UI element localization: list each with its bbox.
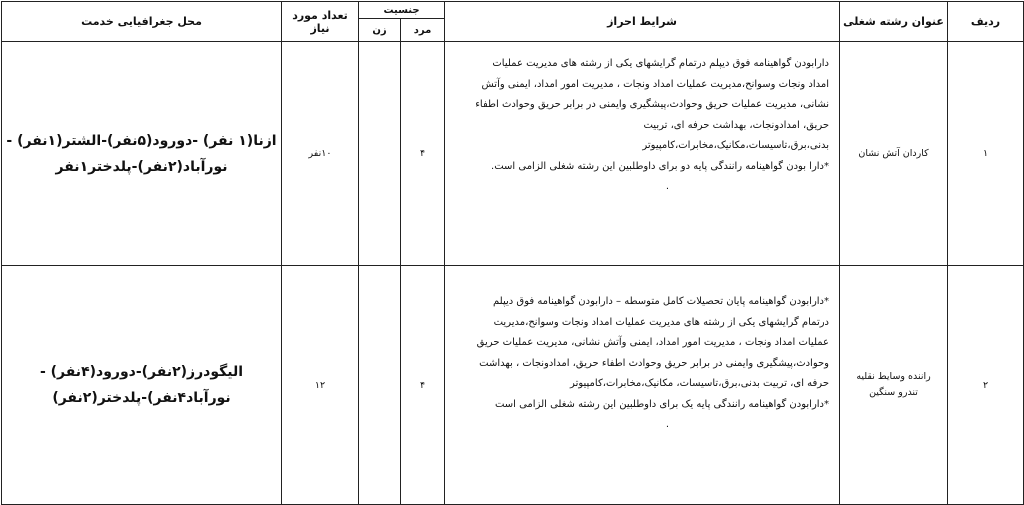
row-number-cell: ۲ [948,266,1024,505]
location-line: الیگودرز(۲نفر)-دورود(۴نفر) - [39,364,244,380]
requirements-line: دارابودن گواهینامه فوق دیپلم درتمام گرایشهای یکی از رشته های مدیریت عملیات [492,58,830,69]
requirements-line: بدنی،برق،تاسیسات،مکانیک،مخابرات،کامپیوتر [642,140,830,151]
location-line: ازنا(۱ نفر) -دورود(۵نفر)-الشتر(۱نفر) - [6,132,277,149]
location-line: نورآباد۴نفر)-پلدختر(۲نفر) [52,390,231,406]
header-row-number: ردیف [948,2,1024,42]
count-needed-cell: ۱۰نفر [282,42,359,266]
location-line: نورآباد(۲نفر)-پلدختر۱نفر [55,158,228,175]
service-location-cell [2,266,282,505]
requirements-line: *دارابودن گواهینامه رانندگی پایه یک برای داوطلبین این رشته شغلی الزامی است [494,398,830,410]
positions-table [1,1,1024,505]
requirements-line: *دارا بودن گواهینامه رانندگی پایه دو برای داوطلبین این رشته شغلی الزامی است. [491,160,830,172]
job-title-line: کاردان آتش نشان [858,147,929,159]
job-title-cell [840,42,948,266]
male-count-cell: ۴ [401,266,445,505]
requirements-line: . [665,419,670,430]
female-count-cell [359,42,401,266]
count-needed-cell: ۱۲ [282,266,359,505]
requirements-cell [445,42,840,266]
job-title-line: تندرو سنگین [869,387,918,398]
requirements-line: نشانی، مدیریت عملیات حریق وحوادث،پیشگیری وایمنی در برابر حریق وحوادث اطفاء [475,99,830,110]
requirements-cell [445,266,840,505]
service-location-cell [2,42,282,266]
header-requirements: شرایط احراز [445,2,840,42]
header-count-needed: تعداد مورد نیاز [282,2,359,42]
male-count-cell: ۴ [401,42,445,266]
header-female: زن [359,19,401,42]
requirements-line: درتمام گرایشهای یکی از رشته های مدیریت عملیات امداد ونجات وسوانح،مدیریت [493,316,830,328]
female-count-cell [359,266,401,505]
requirements-line: حریق، امدادونجات، بهداشت حرفه ای، تربیت [643,119,830,131]
header-male: مرد [401,19,445,42]
table-row [2,266,1024,505]
table-row [2,42,1024,266]
job-title-line: راننده وسایط نقلیه [856,371,931,382]
requirements-line: امداد ونجات وسوانح،مدیریت عملیات امداد ونجات ، مدیریت امور امداد، ایمنی وآتش [481,78,830,90]
requirements-line: *دارابودن گواهینامه پایان تحصیلات کامل متوسطه – دارابودن گواهینامه فوق دیپلم [493,296,830,307]
job-title-cell [840,266,948,505]
requirements-line: حرفه ای، تربیت بدنی،برق،تاسیسات، مکانیک،مخابرات،کامپیوتر [570,378,830,389]
row-number-cell: ۱ [948,42,1024,266]
header-service-location: محل جغرافیایی خدمت [2,2,282,42]
header-job-title: عنوان رشته شغلی [840,2,948,42]
header-gender: جنسیت [359,2,445,19]
requirements-line: . [665,181,670,192]
requirements-line: وحوادث،پیشگیری وایمنی در برابر حریق وحوادث اطفاء حریق، امدادونجات ، بهداشت [479,357,830,369]
requirements-line: عملیات امداد ونجات ، مدیریت امور امداد، ایمنی وآتش نشانی، مدیریت عملیات حریق [476,337,830,348]
